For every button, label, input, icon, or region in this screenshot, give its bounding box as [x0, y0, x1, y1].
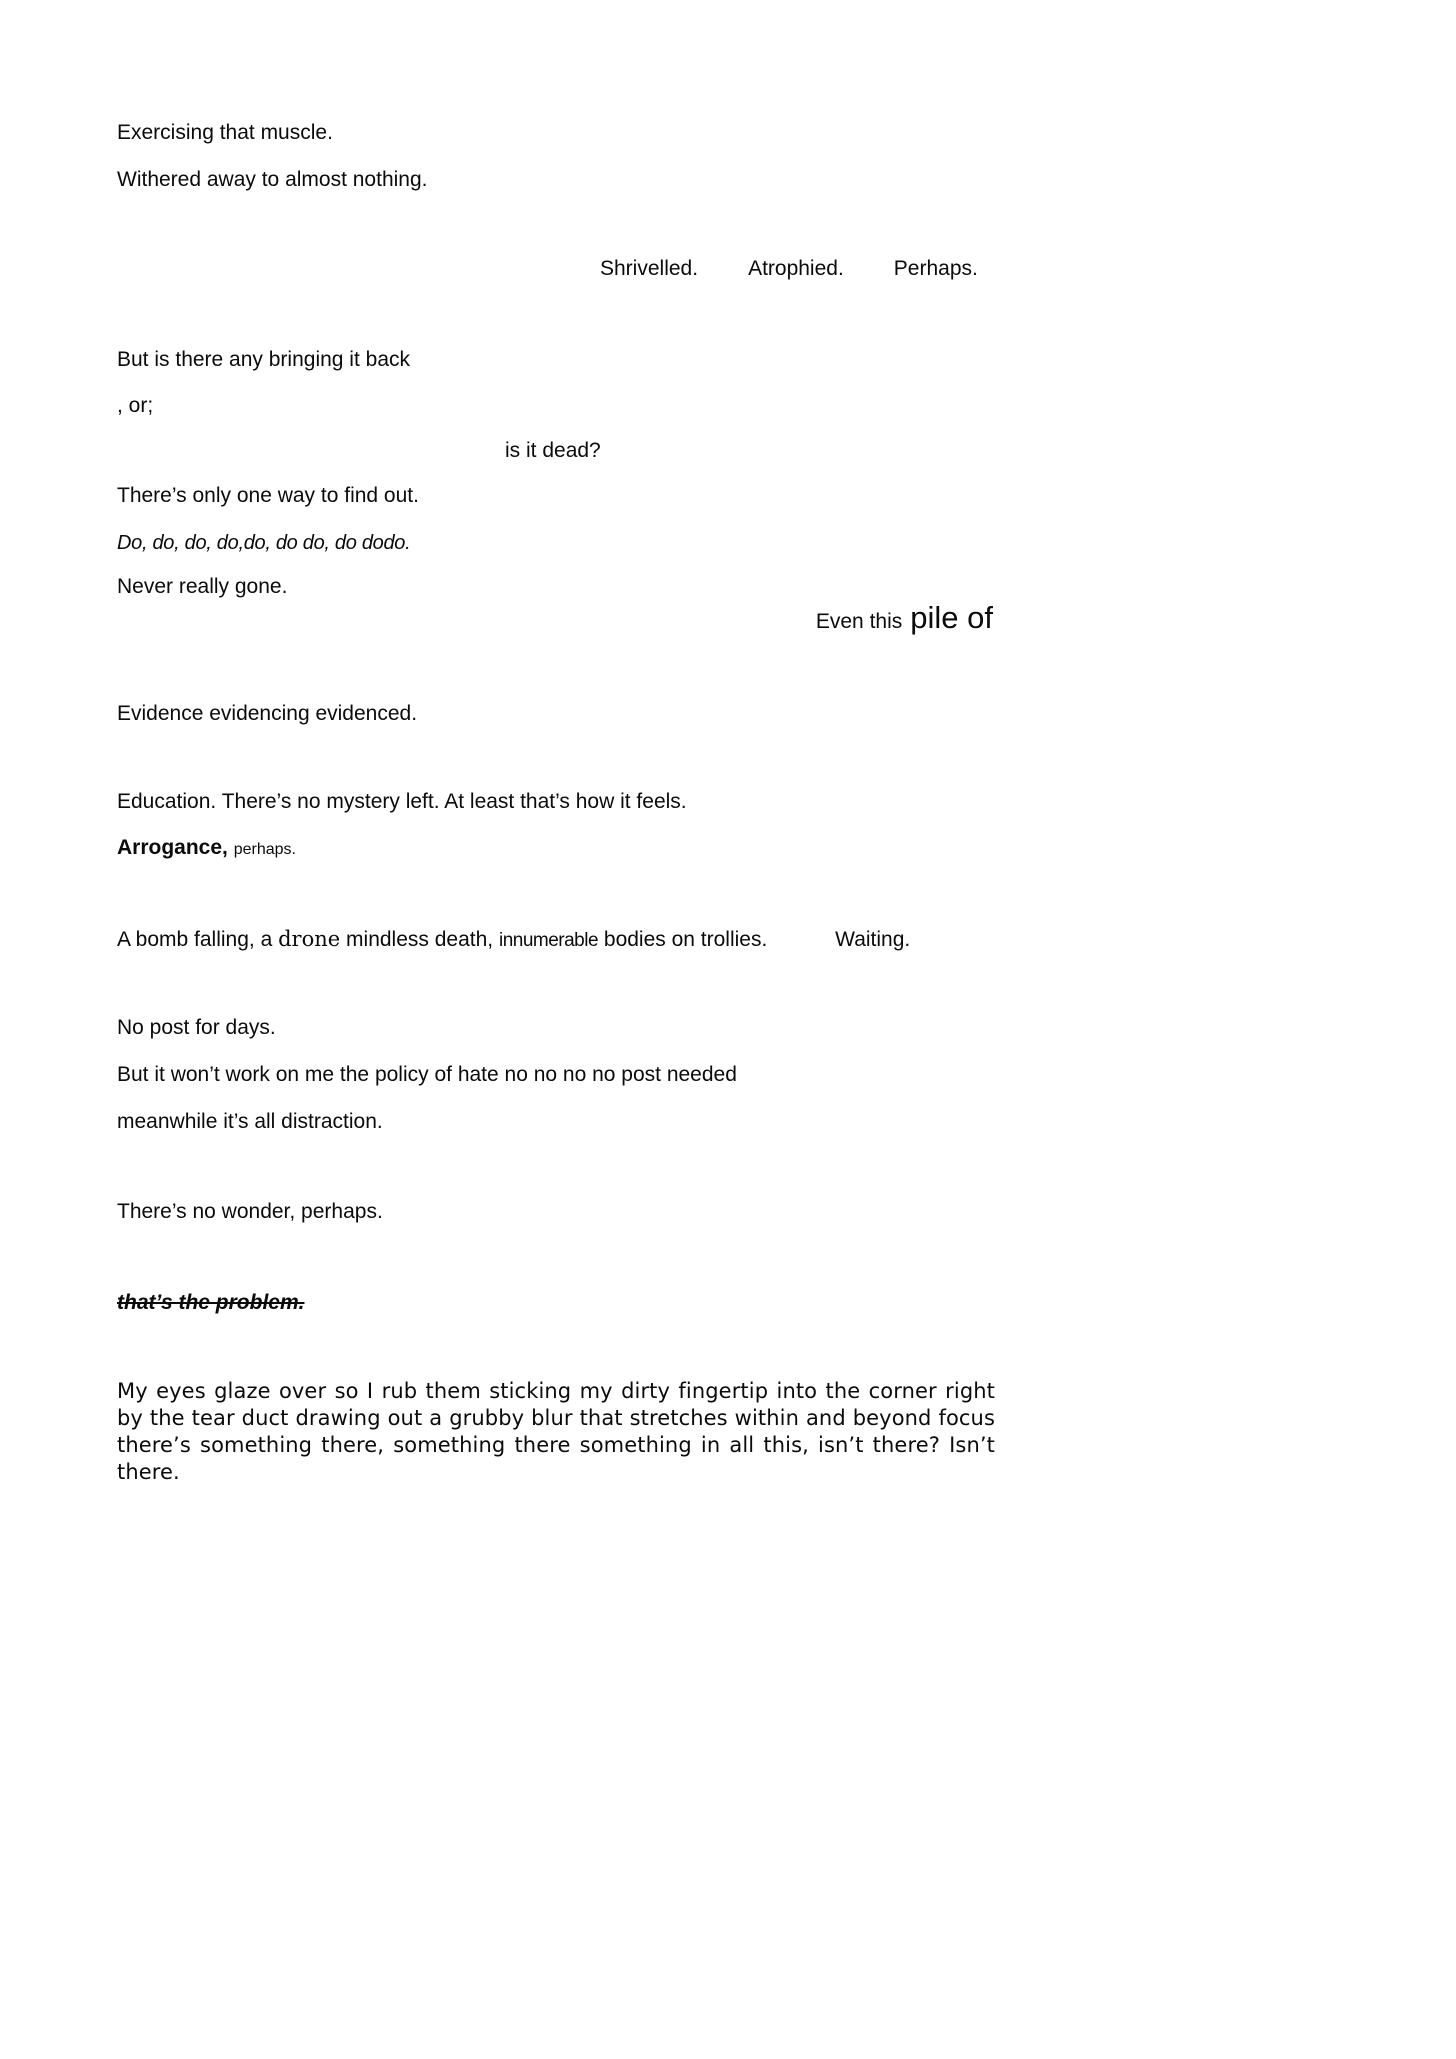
bomb-part2: mindless death, — [346, 928, 494, 951]
line-no-wonder: There’s no wonder, perhaps. — [117, 1200, 383, 1223]
line-bringing-back: But is there any bringing it back — [117, 348, 410, 371]
bomb-word-innumerable: innumerable — [498, 930, 599, 951]
line-exercising: Exercising that muscle. — [117, 121, 333, 144]
line-or: , or; — [117, 394, 154, 417]
bomb-part1: A bomb falling, a — [117, 928, 273, 951]
line-arrogance — [117, 835, 296, 860]
bomb-word-drone: drone — [278, 927, 341, 951]
line-never-gone: Never really gone. — [117, 575, 288, 598]
paragraph-eyes-glaze: My eyes glaze over so I rub them sticking my dirty fingertip into the corner right by the tear duct drawing out a grubby blur that stretches within and beyond focus there’s something there, something there something in all this, isn’t there? Isn’t there. — [117, 1379, 995, 1484]
line-thats-the-problem: that’s the problem. — [117, 1291, 305, 1314]
line-no-post: No post for days. — [117, 1016, 276, 1039]
phrase-even-this: Even this — [815, 610, 903, 633]
line-even-this-pile — [816, 599, 993, 636]
line-one-way: There’s only one way to find out. — [117, 484, 419, 507]
line-wont-work: But it won’t work on me the policy of hate no no no no post needed — [117, 1063, 737, 1086]
line-evidence: Evidence evidencing evidenced. — [117, 702, 418, 725]
word-atrophied: Atrophied. — [748, 257, 844, 280]
line-do-do-do: Do, do, do, do,do, do do, do dodo. — [117, 532, 411, 554]
bomb-word-waiting: Waiting. — [835, 928, 911, 951]
line-education: Education. There’s no mystery left. At least that’s how it feels. — [117, 790, 687, 813]
line-meanwhile: meanwhile it’s all distraction. — [117, 1110, 383, 1133]
phrase-pile-of: pile of — [910, 600, 993, 635]
word-perhaps-top: Perhaps. — [893, 257, 978, 280]
line-withered: Withered away to almost nothing. — [117, 168, 428, 191]
line-is-it-dead: is it dead? — [505, 439, 601, 462]
bomb-part3: bodies on trollies. — [603, 928, 768, 951]
word-arrogance-perhaps: perhaps. — [233, 841, 296, 858]
line-bomb — [117, 927, 910, 953]
word-arrogance: Arrogance, — [117, 836, 228, 859]
line-shrivelled-row — [600, 256, 978, 281]
word-shrivelled: Shrivelled. — [600, 257, 699, 280]
